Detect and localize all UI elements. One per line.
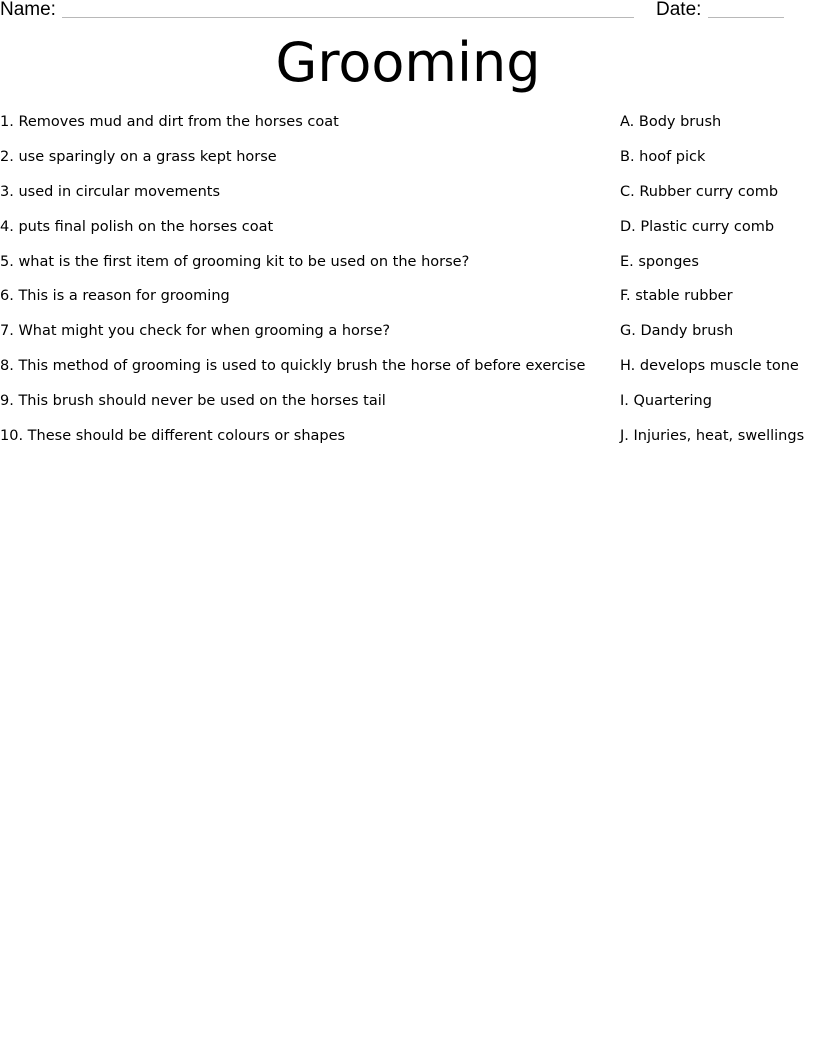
answer-item: F. stable rubber	[620, 288, 733, 305]
clue-item: 5. what is the first item of grooming kit to be used on the horse?	[0, 253, 470, 270]
worksheet-header	[0, 0, 816, 24]
clue-item: 4. puts final polish on the horses coat	[0, 218, 274, 235]
answer-item: B. hoof pick	[620, 148, 706, 165]
clue-item: 3. used in circular movements	[0, 183, 221, 200]
answer-item: J. Injuries, heat, swellings	[620, 428, 805, 445]
answer-item: G. Dandy brush	[620, 323, 734, 340]
clue-item: 8. This method of grooming is used to quickly brush the horse of before exercise	[0, 358, 586, 375]
answer-list	[620, 111, 816, 460]
clue-item: 9. This brush should never be used on the horses tail	[0, 393, 386, 410]
clue-item: 7. What might you check for when grooming a horse?	[0, 323, 391, 340]
clue-list	[0, 111, 600, 460]
name-field-line[interactable]	[62, 17, 634, 18]
page-title: Grooming	[275, 31, 541, 94]
answer-item: D. Plastic curry comb	[620, 218, 775, 235]
clue-item: 1. Removes mud and dirt from the horses coat	[0, 114, 339, 130]
answer-item: C. Rubber curry comb	[620, 183, 779, 200]
date-label: Date:	[656, 0, 702, 20]
name-label: Name:	[0, 0, 56, 20]
answer-item: I. Quartering	[620, 393, 712, 410]
clue-item: 10. These should be different colours or shapes	[0, 428, 346, 445]
date-field-line[interactable]	[708, 17, 784, 18]
clue-item: 6. This is a reason for grooming	[0, 288, 230, 305]
clue-item: 2. use sparingly on a grass kept horse	[0, 148, 277, 165]
answer-item: H. develops muscle tone	[620, 358, 799, 375]
answer-item: A. Body brush	[620, 114, 722, 130]
answer-item: E. sponges	[620, 253, 699, 270]
